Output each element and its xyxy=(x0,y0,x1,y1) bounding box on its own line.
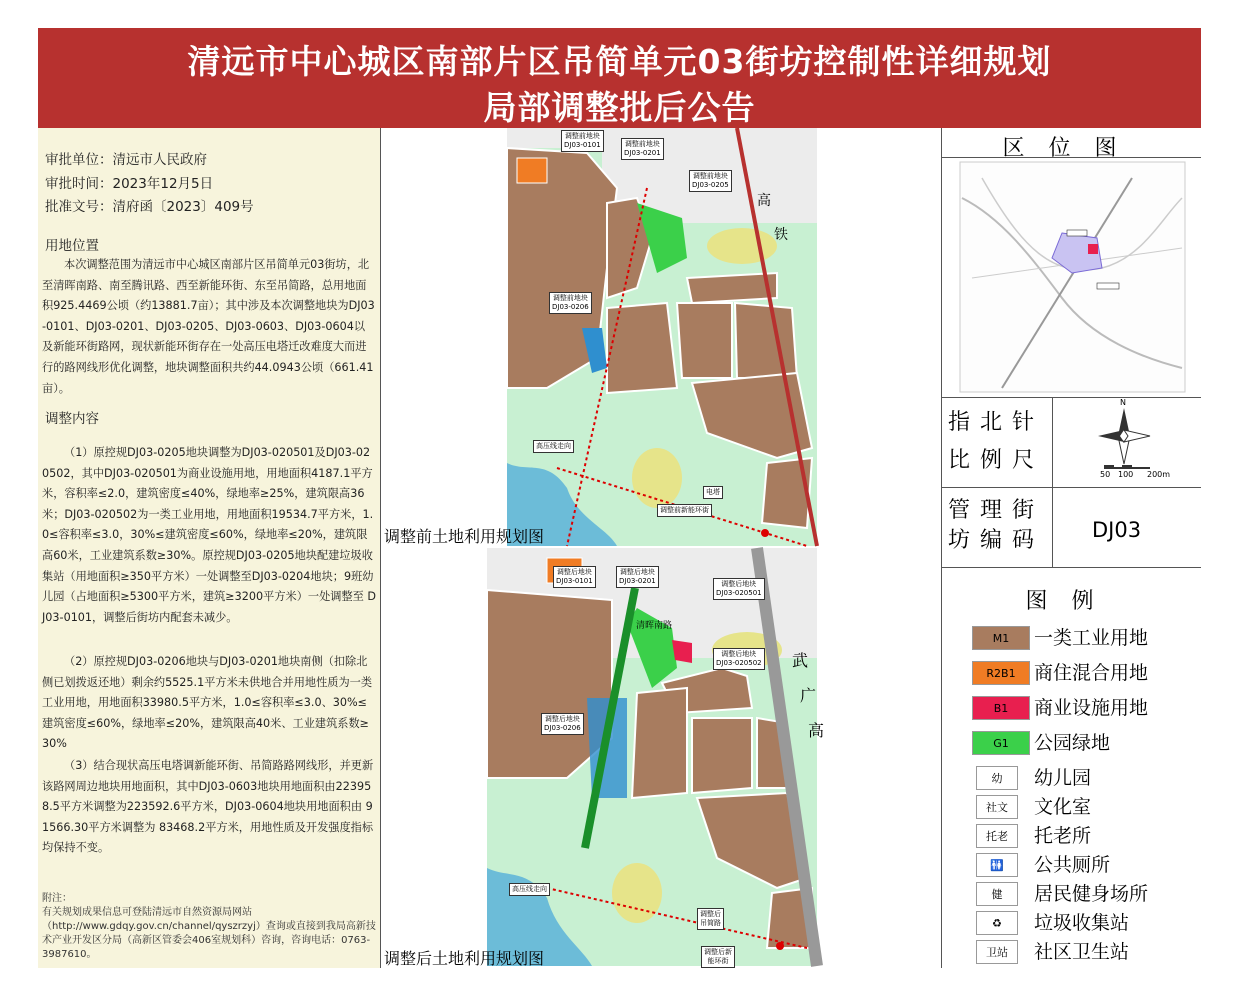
scale-title: 比例尺 xyxy=(948,448,1045,473)
north-scale-box xyxy=(942,398,1201,488)
adjust-heading: 调整内容 xyxy=(45,411,99,427)
legend-swatch: 健 xyxy=(976,882,1018,906)
tag-after-0206: 调整后地块 DJ03-0206 xyxy=(541,713,584,735)
right-panel xyxy=(941,128,1201,968)
legend-label: 垃圾收集站 xyxy=(1034,912,1130,934)
tag-before-road: 调整前新能环街 xyxy=(657,504,712,517)
approval-doc: 批准文号：清府函〔2023〕409号 xyxy=(45,199,254,215)
after-map xyxy=(487,548,817,966)
location-text: 本次调整范围为清远市中心城区南部片区吊简单元03街坊，北至清晖南路、南至腾讯路、西至新能环街、东至吊简路，总用地面积925.4469公顷（约13881.7亩）；其中涉及本次调整地块为DJ03-0101、DJ03-0201、DJ03-0205、DJ03-0603、DJ03-0604以及新能环街路网，现状新能环街存在一处高压电塔迁改难度大而进行的路网线形优化调整，地块调整面积共约44.0943公顷（661.41亩）。 xyxy=(42,258,375,395)
road-label: 清晖南路 xyxy=(636,621,673,631)
block-code: DJ03 xyxy=(1092,518,1142,542)
tag-before-0201: 调整前地块 DJ03-0201 xyxy=(621,138,664,160)
after-b1 xyxy=(672,640,692,663)
legend-label: 一类工业用地 xyxy=(1034,627,1149,649)
location-map-box xyxy=(942,158,1201,398)
adjust-p2: （2）原控规DJ03-0206地块与DJ03-0201地块南侧（扣除北侧已划拨返还地）剩余约5525.1平方米未供地合并用地性质为一类工业用地，用地面积33980.5平方米，1.0≤容积率≤3.0、30%≤建筑密度≤60%，绿地率≤20%，建筑限高40米、工业建筑系数≥30% xyxy=(42,655,373,751)
legend-label: 托老所 xyxy=(1034,825,1092,847)
rail-after-char-1: 武 xyxy=(792,651,809,670)
legend-row xyxy=(972,853,1197,879)
before-r2b1 xyxy=(517,158,547,183)
scale-200: 200m xyxy=(1147,470,1171,479)
rail-after-char-3: 高 xyxy=(808,721,825,740)
legend-label: 幼儿园 xyxy=(1034,767,1092,789)
tag-after-0101: 调整后地块 DJ03-0101 xyxy=(553,566,596,588)
planning-maps xyxy=(381,128,941,968)
tag-after-020501: 调整后地块 DJ03-020501 xyxy=(713,578,765,600)
legend-row xyxy=(972,766,1197,792)
approval-unit: 审批单位：清远市人民政府 xyxy=(45,152,207,168)
tag-after-hv: 高压线走向 xyxy=(509,883,550,896)
after-map-label: 调整后土地利用规划图 xyxy=(384,949,545,968)
legend-label: 社区卫生站 xyxy=(1034,941,1130,963)
legend-swatch: 托老 xyxy=(976,824,1018,848)
legend-swatch: 幼 xyxy=(976,766,1018,790)
legend-row xyxy=(972,795,1197,821)
legend-swatch: B1 xyxy=(972,696,1030,720)
legend-swatch: M1 xyxy=(972,626,1030,650)
legend-title-box xyxy=(942,568,1201,618)
legend-row xyxy=(972,626,1197,652)
tag-before-hv: 高压线走向 xyxy=(533,440,574,453)
adjust-p1: （1）原控规DJ03-0205地块调整为DJ03-020501及DJ03-020502，其中DJ03-020501为商业设施用地，用地面积4187.1平方米，容积率≤2.0，建筑密度≤40%，绿地率≥25%，建筑限高36米；DJ03-020502为一类工业用地，用地面积19534.7平方米，1.0≤容积率≤3.0，30%≤建筑密度≤60%，绿地率≤20%，建筑限高60米，工业建筑系数≥30%。原控规DJ03-0205地块配建垃圾收集站（用地面积≥350平方米）一处调整至DJ03-0204地块；9班幼儿园（占地面积≥5300平方米，建筑≥3200平方米）一处调整至 DJ03-0101，调整后街坊内配套未减少。 xyxy=(42,446,376,624)
legend-swatch: ♻ xyxy=(976,911,1018,935)
north-title: 指北针 xyxy=(948,410,1045,435)
tag-before-0205: 调整前地块 DJ03-0205 xyxy=(689,170,732,192)
code-title-1: 管理街 xyxy=(948,498,1045,523)
legend-swatch: R2B1 xyxy=(972,661,1030,685)
code-title-2: 坊编码 xyxy=(948,528,1045,553)
tag-before-0101: 调整前地块 DJ03-0101 xyxy=(561,130,604,152)
legend-swatch: 社文 xyxy=(976,795,1018,819)
rail-char-1: 高 xyxy=(757,193,771,209)
legend-row xyxy=(972,661,1197,687)
legend-row xyxy=(972,696,1197,722)
tag-before-tower: 电塔 xyxy=(703,486,723,499)
legend-label: 公共厕所 xyxy=(1034,854,1111,876)
location-title-box xyxy=(942,128,1201,161)
footnote-text: 有关规划成果信息可登陆清远市自然资源局网站（http://www.gdqy.gov.cn/channel/qyszrzyj）查询或直接到我局高新技术产业开发区分局（高新区管委会406室规划科）咨询，咨询电话：0763-3987610。 xyxy=(42,907,376,960)
map-zone xyxy=(381,128,941,968)
adjust-p3: （3）结合现状高压电塔调新能环街、吊简路路网线形，并更新该路网周边地块用地面积，其中DJ03-0603地块用地面积由223958.5平方米调整为223592.6平方米，DJ03-0604地块用地面积由 91566.30平方米调整为 83468.2平方米，用地性质及开发强度指标均保持不变。 xyxy=(42,759,374,855)
title-banner xyxy=(38,28,1201,128)
title-line1: 清远市中心城区南部片区吊简单元03街坊控制性详细规划 xyxy=(187,42,1052,81)
tag-before-0206: 调整前地块 DJ03-0206 xyxy=(549,292,592,314)
location-heading: 用地位置 xyxy=(45,238,99,254)
legend-label: 公园绿地 xyxy=(1034,732,1111,754)
title-line2: 局部调整批后公告 xyxy=(483,88,756,127)
location-map xyxy=(942,158,1201,398)
legend-label: 文化室 xyxy=(1034,796,1092,818)
text-panel xyxy=(38,128,381,968)
legend-row xyxy=(972,731,1197,757)
north-letter: N xyxy=(1120,398,1126,407)
rail-char-2: 铁 xyxy=(774,227,788,243)
legend-row xyxy=(972,940,1197,966)
compass-icon xyxy=(1092,398,1192,478)
tag-after-020502: 调整后地块 DJ03-020502 xyxy=(713,648,765,670)
location-title: 区位图 xyxy=(1002,136,1141,161)
legend-title: 图例 xyxy=(1025,589,1118,614)
scale-100: 100 xyxy=(1118,470,1134,479)
legend-swatch: G1 xyxy=(972,731,1030,755)
before-map-label: 调整前土地利用规划图 xyxy=(384,527,545,546)
legend-swatch: 卫站 xyxy=(976,940,1018,964)
legend-label: 商业设施用地 xyxy=(1034,697,1149,719)
tag-after-road2: 调整后新 能环街 xyxy=(701,946,735,968)
approval-time: 审批时间：2023年12月5日 xyxy=(45,176,214,192)
footnote xyxy=(42,892,376,962)
footnote-label: 附注： xyxy=(42,893,72,904)
legend-row xyxy=(972,911,1197,937)
legend-row xyxy=(972,824,1197,850)
legend-label: 商住混合用地 xyxy=(1034,662,1149,684)
scale-50: 50 xyxy=(1100,470,1111,479)
legend-label: 居民健身场所 xyxy=(1034,883,1149,905)
tag-after-0201: 调整后地块 DJ03-0201 xyxy=(616,566,659,588)
legend-row xyxy=(972,882,1197,908)
legend-swatch: 🚻 xyxy=(976,853,1018,877)
rail-after-char-2: 广 xyxy=(800,686,817,705)
code-box xyxy=(942,488,1201,568)
tag-after-road1: 调整后 吊简路 xyxy=(697,908,724,930)
